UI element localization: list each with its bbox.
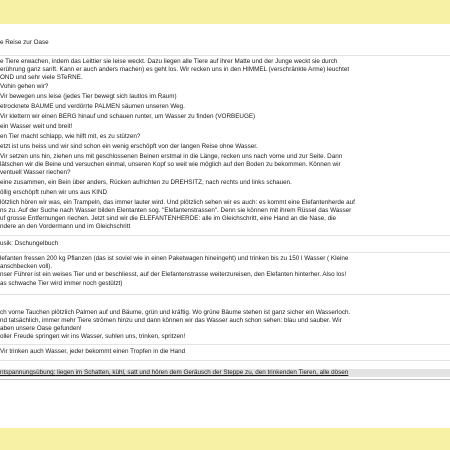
text-line: Vir trinken auch Wasser, jeder bekommt einen Tropfen in die Hand xyxy=(0,348,186,355)
text-line: erührung ganz sanft. Kann er auch anders machen) es geht los. Wir recken uns in den HIMMEL (verschränkte Arme) leuchtet xyxy=(0,66,350,73)
text-line: e Tiere erwachen, indem das Leittier sie leise weckt. Dazu liegen alle Tiere auf ihrer Matte und der Junge weckt sie durch xyxy=(0,58,338,65)
text-line: Vohin gehen wir? xyxy=(0,83,49,90)
text-line: ein Wasser weit und breit! xyxy=(0,123,73,130)
text-line: aben unsere Oase gefunden! xyxy=(0,325,82,332)
doc-title: e Reise zur Oase xyxy=(0,39,49,46)
music-note: usik: Dschungelbuch xyxy=(0,240,59,247)
text-line: Vir bewegen uns leise (jedes Tier bewegt sich lautlos im Raum) xyxy=(0,93,177,100)
relaxation-line xyxy=(0,369,450,377)
text-line: lätschen wir die Beine und versuchen einmal, unseren Kopf so weit wie möglich auf den Boden zu bekommen. Können wir xyxy=(0,161,341,168)
text-line: Vir setzen uns hin, ziehen uns mit geschlossenen Beinen erstmal in die Länge, recken uns nach vorne und zur Seite. Dann xyxy=(0,153,343,160)
text-line: anschbecken voll). xyxy=(0,263,53,270)
text-line: uf grosse Entfernungen riechen. Jetzt sind wir die ELEFANTENHERDE: alle im Gleichschritt, eine Hand an die Nase, die xyxy=(0,215,336,222)
text-line: nser Führer ist ein weises Tier und er beschliesst, auf der Elefantenstrasse weiterzureisen, den Elefanten hinterher. Also los! xyxy=(0,271,347,278)
divider xyxy=(0,55,450,56)
text-line: lötzlich hören wir was, ein Trampeln, das immer lauter wird. Und plötzlich sehen wir es auch: es kommt eine Elefantenherde auf xyxy=(0,199,355,206)
divider xyxy=(0,294,450,295)
text-line: OND und sehr viele STeRNE. xyxy=(0,74,83,81)
text-line: ch vorne Tauchen plötzlich Palmen auf und Bäume, grün und kräftig. Wo grüne Bäume stehen ist ganz sicher ein Wasserloch. xyxy=(0,309,351,316)
text-line: ns zu. Auf der Suche nach Wasser bilden Elentanten sog. "Elefantenstrassen". Denn sie können mit ihrem Rüssel das Wasser xyxy=(0,207,352,214)
text-line: en Tier macht schlapp, wie hilft mit, es zu stützen? xyxy=(0,133,141,140)
document-page xyxy=(0,24,450,428)
divider xyxy=(0,252,450,253)
text-line: eine zusammen, ein Bein über anders, Rücken aufrichten zu DREHSITZ, nach rechts und links schauen. xyxy=(0,179,292,186)
divider xyxy=(0,235,450,236)
text-line: lefanten fressen 200 kg Pflanzen (das ist soviel wie in einen Paketwagen hineingeht) und trinken bis zu 150 l Wasser ( Kleine xyxy=(0,255,349,262)
text-line: etzt ist uns heiss und wir sind schon ein wenig erschöpft von der langen Reise ohne Wasser. xyxy=(0,143,258,150)
divider xyxy=(0,344,450,345)
text-line: etrocknete BAUME und verdörrte PALMEN säumen unseren Weg. xyxy=(0,103,185,110)
relaxation-label: ntspannungsübung: xyxy=(0,369,56,376)
text-line: öllig erschöpft ruhen wir uns aus KIND xyxy=(0,189,108,196)
text-line: ventuell Wasser riechen? xyxy=(0,169,71,176)
text-line: nd tatsächlich, immer mehr Tiere strömen hinzu und dann können wir das Wasser auch schon sehen: blau und sauber. Wir xyxy=(0,317,342,324)
relaxation-text: liegen im Schatten, kühl, satt und hören dem Geräusch der Steppe zu, den trinkenden Tieren, alle dösen xyxy=(55,369,349,376)
divider xyxy=(0,379,450,380)
text-line: Vir klettern wir einen BERG hinauf und schauen runter, um Wasser zu finden (VORBEUGE) xyxy=(0,113,256,120)
text-line: oller Freude springen wir ins Wasser, suhlen uns, trinken, spritzen! xyxy=(0,333,186,340)
divider xyxy=(0,360,450,361)
text-line: as schwache Tier wird immer noch gestützt) xyxy=(0,280,123,287)
text-line: ndere an den Vordermann und im Gleichschritt xyxy=(0,223,131,230)
